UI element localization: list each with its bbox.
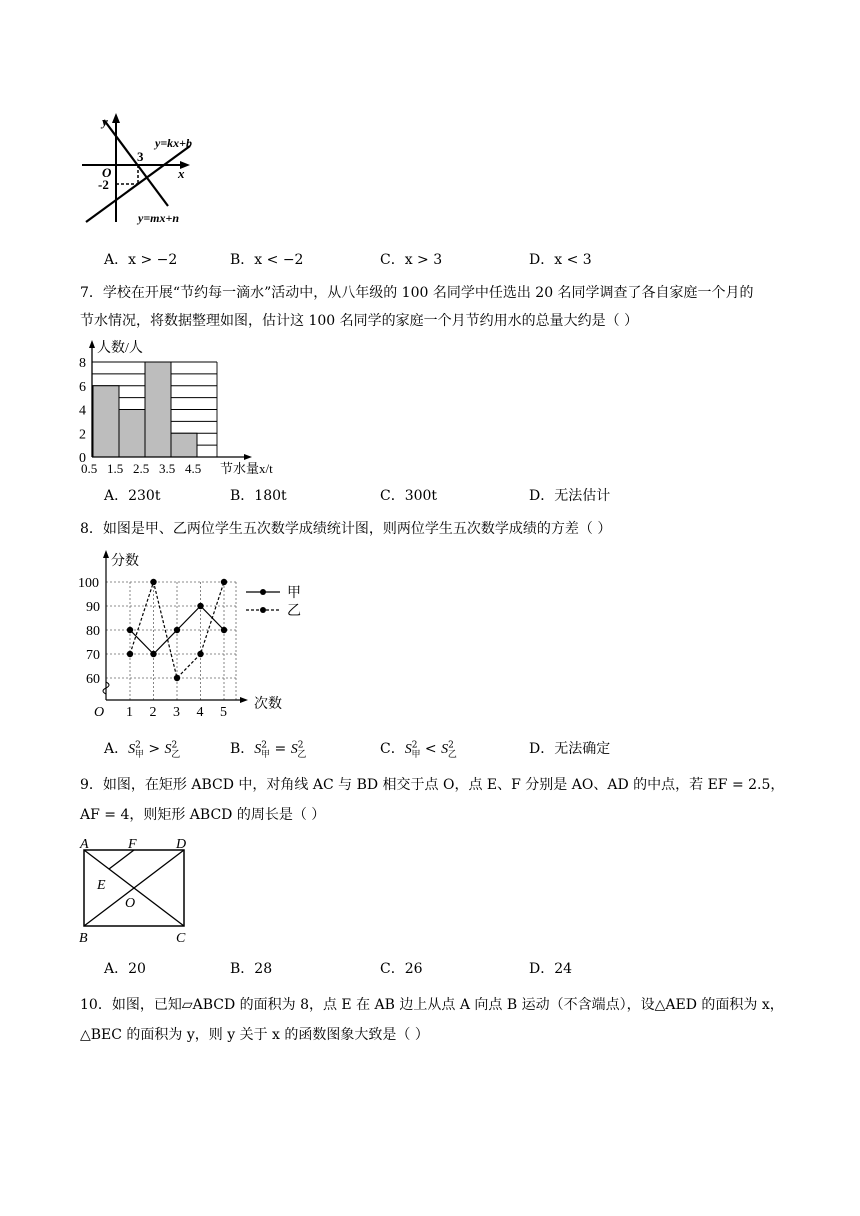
tick-minus2: -2	[98, 177, 109, 192]
q9-rectangle-figure	[76, 836, 196, 946]
q8-option-a: A．$S^2_甲 > S^2_乙$	[104, 740, 181, 760]
origin-label: O	[94, 705, 105, 720]
q6-option-a: A．x > −2	[104, 252, 178, 268]
data-point	[221, 579, 227, 585]
label-o: O	[125, 896, 136, 911]
q9-option-a: A．20	[104, 961, 146, 977]
y-tick-label: 80	[86, 624, 100, 639]
x-tick-label: 2.5	[133, 461, 150, 476]
q9-text-line2: AF = 4，则矩形 ABCD 的周长是（ ）	[80, 807, 326, 823]
q7-histogram	[70, 338, 310, 478]
y-tick-label: 6	[79, 379, 86, 395]
q7-text-line1: 7．学校在开展“节约每一滴水”活动中，从八年级的 100 名同学中任选出 20 名同学调查了各自家庭一个月的	[80, 285, 754, 301]
data-point	[221, 627, 227, 633]
y-tick-label: 2	[79, 427, 86, 443]
q7-option-c: C．300t	[380, 488, 438, 504]
y-tick-label: 8	[79, 356, 86, 371]
y-axis-label: 人数/人	[97, 341, 143, 356]
y-tick-label: 100	[78, 576, 99, 591]
data-point	[197, 603, 203, 609]
x-label: x	[178, 166, 185, 181]
segment-ef	[109, 850, 134, 869]
y-axis-label: 分数	[111, 554, 139, 569]
y-tick-label: 0	[79, 451, 86, 466]
q6-option-c: C．x > 3	[380, 252, 443, 268]
q7-option-d: D．无法估计	[529, 488, 611, 504]
x-tick-label: 0.5	[81, 461, 98, 476]
x-axis-arrow	[244, 454, 252, 460]
x-tick-label: 2	[149, 705, 157, 720]
q8-option-d: D．无法确定	[529, 741, 611, 757]
x-tick-label: 3	[173, 705, 180, 720]
data-point	[197, 651, 203, 657]
q6-graph	[78, 110, 228, 235]
label-c: C	[176, 931, 186, 946]
q8-line-chart	[78, 548, 314, 723]
x-axis-label: 次数	[254, 697, 282, 712]
origin-label: O	[102, 165, 112, 180]
legend-label: 甲	[287, 586, 301, 601]
legend-label: 乙	[287, 604, 301, 619]
data-point	[127, 627, 133, 633]
q10-text-line2: △BEC 的面积为 y，则 y 关于 x 的函数图象大致是（ ）	[80, 1027, 429, 1043]
y-tick-label: 60	[86, 672, 100, 687]
x-tick-label: 5	[220, 705, 227, 720]
q6-option-d: D．x < 3	[529, 252, 592, 268]
label-b: B	[79, 931, 88, 946]
x-tick-label: 4	[196, 705, 204, 720]
label-f: F	[128, 837, 137, 852]
x-tick-label: 4.5	[185, 461, 202, 476]
legend-marker	[260, 607, 266, 613]
line-kx-b	[104, 120, 168, 206]
data-point	[174, 675, 180, 681]
q7-option-a: A．230t	[104, 488, 161, 504]
y-tick-label: 4	[79, 403, 86, 419]
data-point	[127, 651, 133, 657]
x-tick-label: 1.5	[107, 461, 124, 476]
q9-option-d: D．24	[529, 961, 573, 977]
histogram-bar	[171, 433, 197, 457]
q9-option-c: C．26	[380, 961, 423, 977]
q9-option-b: B．28	[230, 961, 273, 977]
y-axis-arrow	[89, 340, 95, 348]
label-mx-n: y=mx+n	[138, 211, 180, 225]
histogram-bar	[119, 410, 145, 458]
x-axis-label: 节水量x/t	[220, 461, 273, 476]
y-tick-label: 70	[86, 648, 100, 663]
q8-option-c: C．$S^2_甲 < S^2_乙$	[380, 740, 457, 760]
data-point	[174, 627, 180, 633]
data-point	[150, 651, 156, 657]
q8-option-b: B．$S^2_甲 = S^2_乙$	[230, 740, 307, 760]
q7-text-line2: 节水情况，将数据整理如图，估计这 100 名同学的家庭一个月节约用水的总量大约是（ ）	[80, 313, 639, 329]
q8-text-line1: 8．如图是甲、乙两位学生五次数学成绩统计图，则两位学生五次数学成绩的方差（ ）	[80, 521, 612, 537]
histogram-bar	[145, 362, 171, 457]
y-axis-arrow	[103, 550, 109, 558]
legend-marker	[260, 589, 266, 595]
x-tick-label: 1	[126, 705, 133, 720]
data-point	[150, 579, 156, 585]
x-axis-arrow	[240, 697, 248, 703]
q9-text-line1: 9．如图，在矩形 ABCD 中，对角线 AC 与 BD 相交于点 O，点 E、F 分别是 AO、AD 的中点，若 EF = 2.5，	[80, 777, 785, 793]
label-d: D	[176, 837, 187, 852]
histogram-bar	[93, 386, 119, 457]
y-axis-arrow	[112, 113, 120, 123]
label-e: E	[97, 878, 106, 893]
x-tick-label: 3.5	[159, 461, 176, 476]
y-label: y	[102, 114, 108, 129]
q7-option-b: B．180t	[230, 488, 287, 504]
q6-option-b: B．x < −2	[230, 252, 304, 268]
q10-text-line1: 10．如图，已知▱ABCD 的面积为 8，点 E 在 AB 边上从点 A 向点 B 运动（不含端点），设△AED 的面积为 x，	[80, 997, 784, 1013]
y-tick-label: 90	[86, 600, 100, 615]
tick-3: 3	[137, 149, 144, 164]
label-kx-b: y=kx+b	[155, 136, 193, 150]
label-a: A	[80, 837, 89, 852]
